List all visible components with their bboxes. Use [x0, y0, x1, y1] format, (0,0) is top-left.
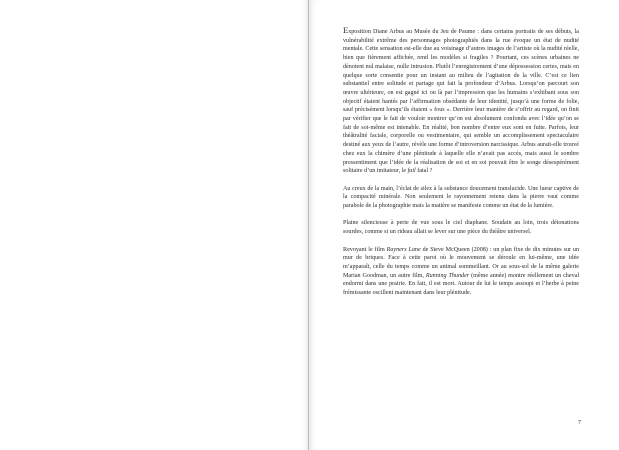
italic-term: fail	[407, 168, 416, 175]
paragraph-plaine: Plaine silencieuse à perte de vue sous le ciel diaphane. Soudain au loin, trois détonations sourdes, comme si un rideau allait se lever sur une pièce du théâtre universel.	[343, 220, 579, 236]
paragraph-silex: Au creux de la main, l’éclat de silex à la substance doucement translucide. Une lueur captive de la compacité minérale. Non seulement le rayonnement retenu dans la pierre vaut comme parabole de la photographie mais la matière se manifeste comme un état de la lumière.	[343, 185, 579, 210]
right-page	[309, 0, 619, 450]
paragraph-arbus	[343, 26, 579, 176]
body-text	[343, 26, 579, 306]
paragraph-tail: fatal ?	[415, 168, 433, 175]
page-number: 7	[578, 420, 581, 426]
paragraph-text: (même année) montre réellement un cheval endormi dans une prairie. En fait, il est mort. Autour de lui le temps assoupi et l’herbe à peine frémissante oscillent maintenant dans leur plénitude.	[343, 272, 580, 297]
paragraph-text: de Steve McQueen (2008) : un plan fixe de dix minutes sur un mur de briques. Face à cette paroi où le mouvement se déroule en lui-même, une idée m’apparaît, celle du temps comme un animal sommeillant. Or au sous-sol de la même galerie Marian Goodman, un autre film,	[343, 246, 580, 279]
film-title: Running Thunder	[425, 272, 470, 279]
left-page-blank	[0, 0, 309, 450]
paragraph-mcqueen	[343, 246, 579, 298]
paragraph-text: xposition Diane Arbus au Musée du Jeu de Paume : dans certains portraits de ses débuts, la vulnérabilité extrême des personnages photographiés dans la rue évoque un état de nudité mentale. Cette sensation est-elle due au voisinage d’autres images de l’artiste où la nudité réelle, bien que fièrement affichée, rend les modèles si fragiles ? Pourtant, ces scènes urbaines ne dénotent nul malaise, nulle intrusion. Plutôt l’enregistrement d’une dépossession certes, mais en quelque sorte consentie pour un instant au milieu de l’agitation de la ville. C’est ce lien substantiel entre solitude et partage qui fait la profondeur d’Arbus. Lorsqu’on parcourt son œuvre ultérieure, on est gagné ici ou là par l’impression que les humains s’exhibant sous son objectif étaient hantés par l’affirmation obsédante de leur identité, jusqu’à une forme de folie, sauf précisément lorsqu’ils étaient « fous ». Derrière leur manière de s’offrir au regard, on finit par vérifier que le fait de vouloir montrer qu’on est absolument confondu avec l’idée qu’on se fait de soi-même est intenable. En réalité, bon nombre d’entre eux sont en fuite. Parfois, leur théâtralité faciale, corporelle ou vestimentaire, qui semble un accomplissement spectaculaire destiné aux yeux de l’autre, révèle une forme d’introversion narcissique. Arbus aurait-elle trouvé chez eux la chimère d’une plénitude à laquelle elle n’avait pas accès, mais aussi le sombre pressentiment que l’idée de la réalisation de soi et en soi pouvait être le songe désespérément solitaire d’un imitateur, le	[343, 29, 579, 175]
paragraph-text: Revoyant le film	[343, 246, 387, 253]
initial-letter: E	[343, 25, 349, 35]
film-title: Rayners Lane	[386, 246, 421, 253]
book-gutter	[308, 0, 309, 450]
